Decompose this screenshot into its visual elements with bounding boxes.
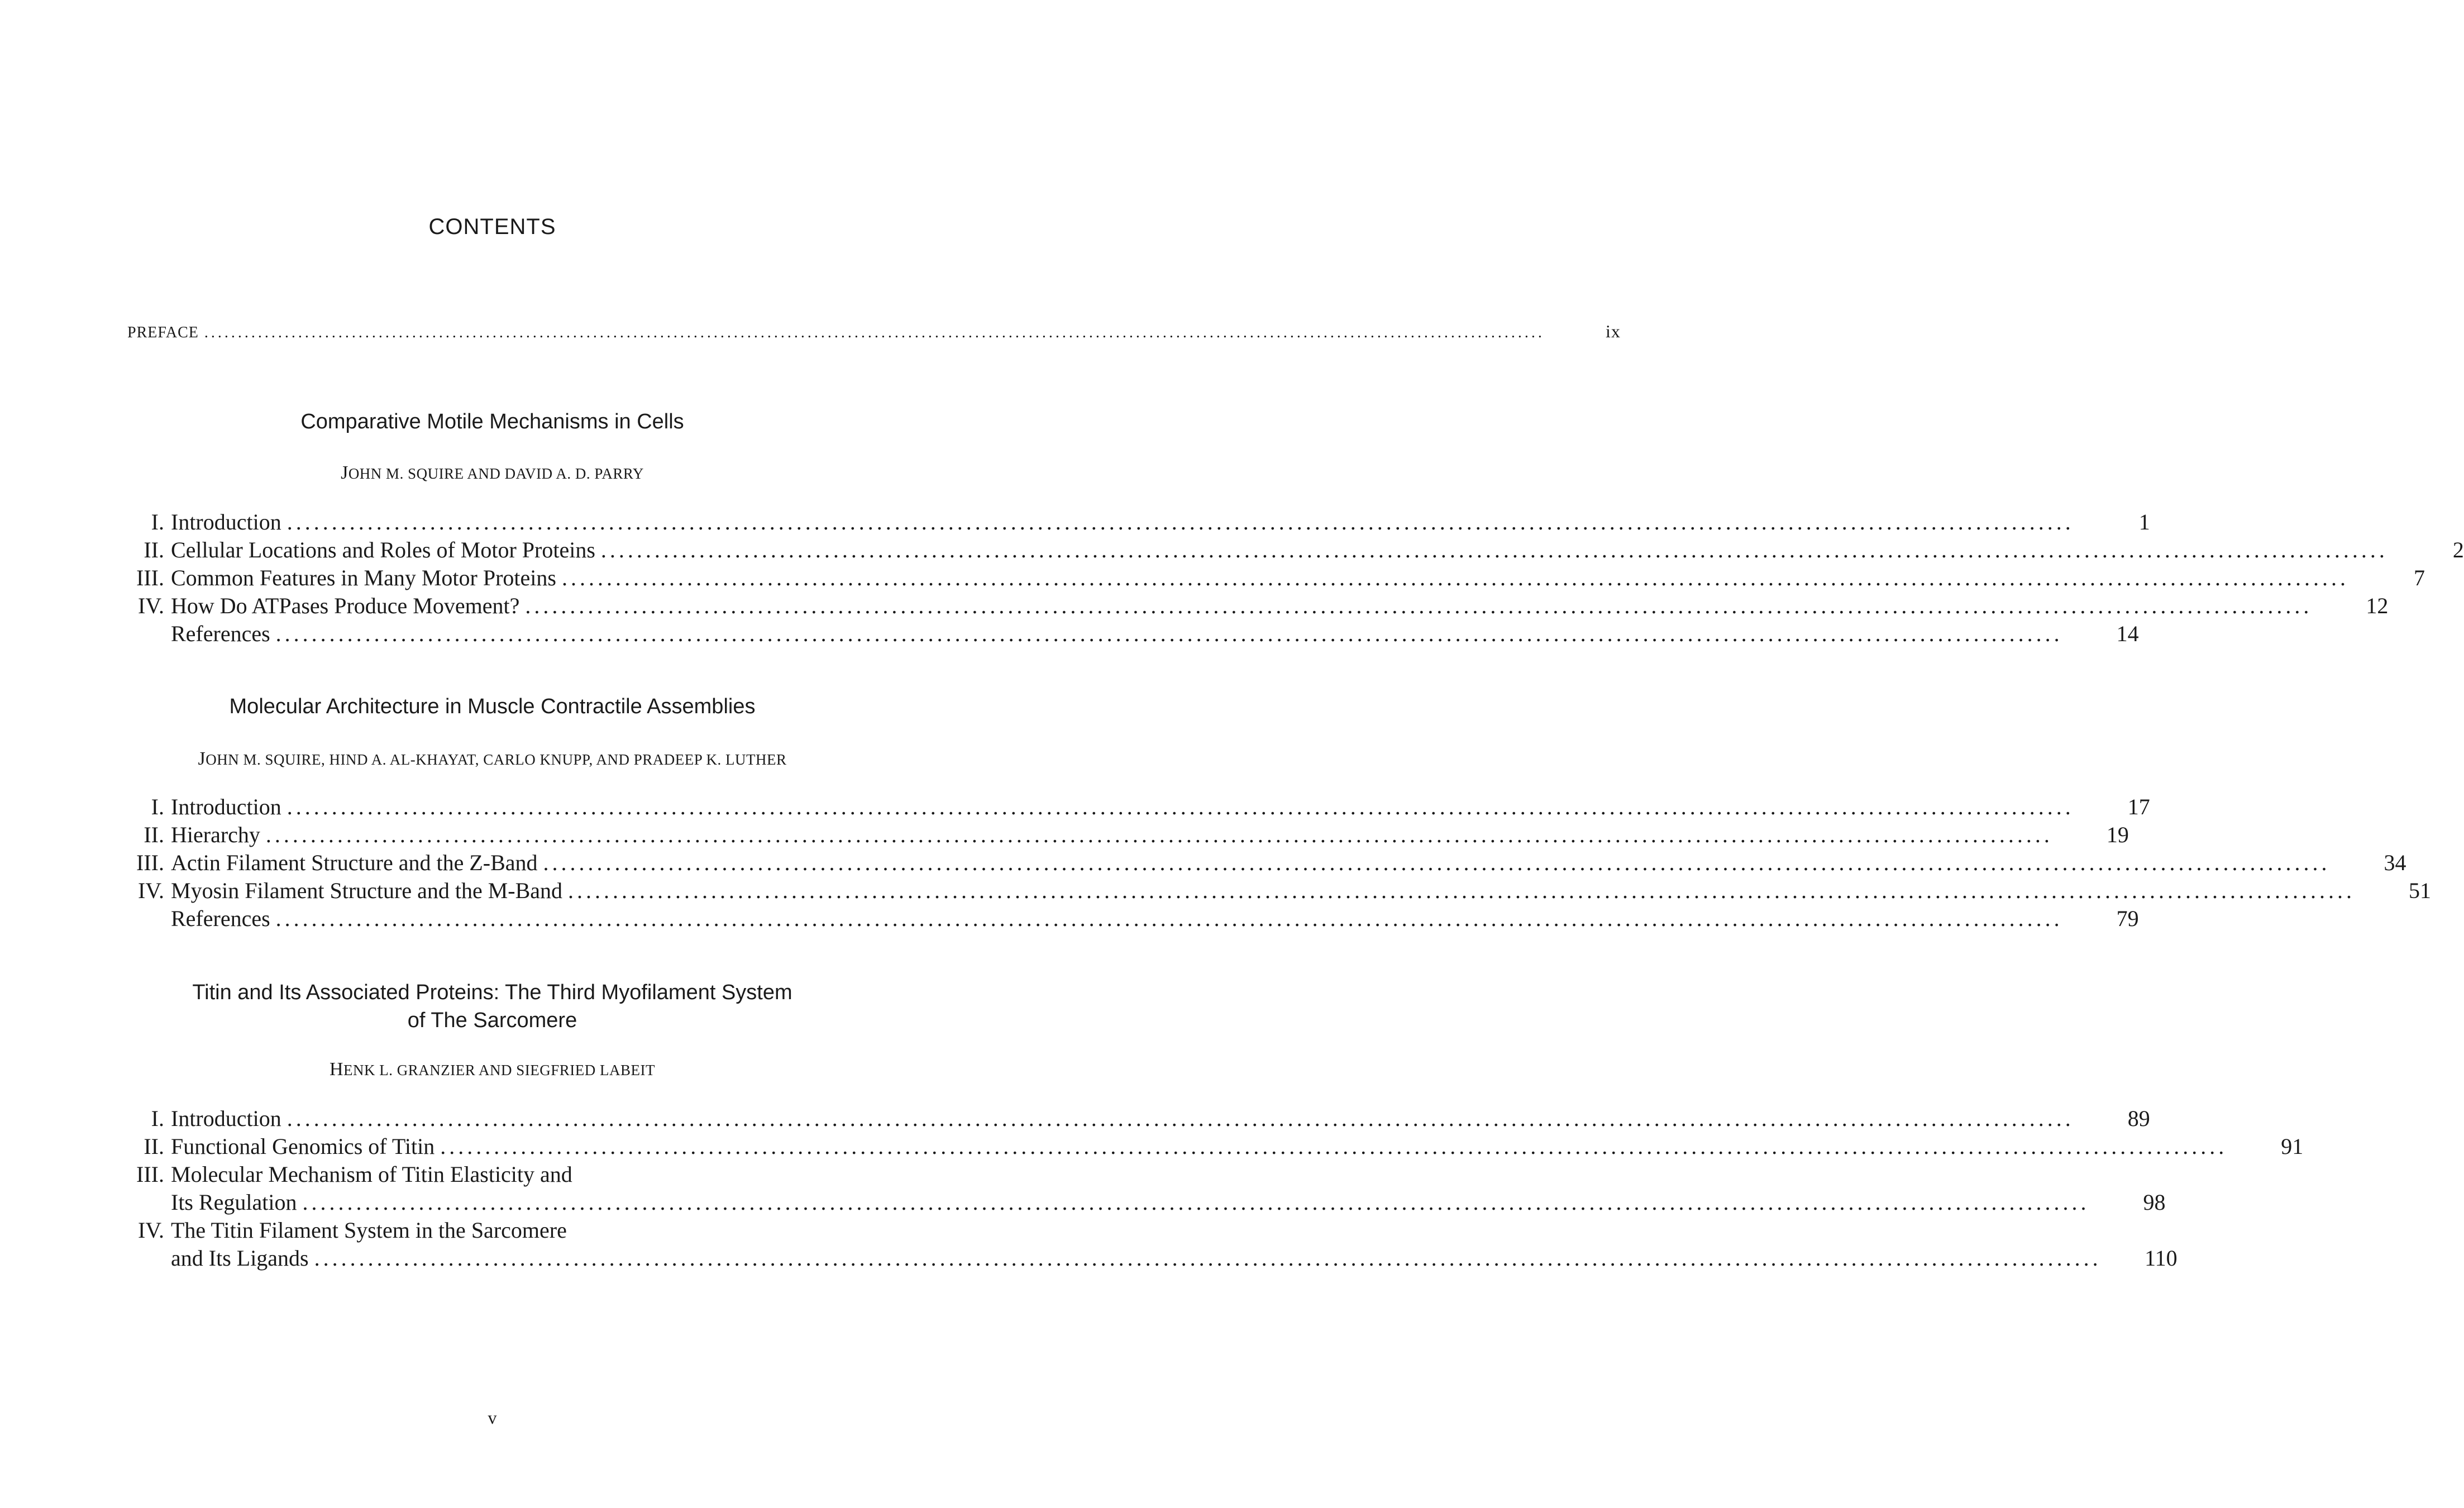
dot-leader: ........................................................................................................................................................................................................ [561, 565, 2349, 590]
toc-entry-label: Introduction [171, 509, 281, 535]
toc-entry[interactable] [127, 1105, 2150, 1133]
toc-numeral: II. [144, 537, 164, 562]
toc-page-number: 17 [2127, 794, 2150, 819]
toc-numeral: III. [136, 1162, 164, 1187]
toc-entry-label: Functional Genomics of Titin [171, 1134, 435, 1159]
chapter-title: Molecular Architecture in Muscle Contractile Assemblies [229, 695, 756, 718]
toc-page-number: 110 [2145, 1245, 2178, 1271]
toc-page-number: ix [1605, 321, 1621, 341]
toc-numeral: IV. [137, 1218, 164, 1243]
toc-entry-label: Actin Filament Structure and the Z-Band [171, 850, 538, 875]
dot-leader: ........................................................................................................................................................................................................ [543, 850, 2331, 875]
toc-page-number: 98 [2143, 1190, 2166, 1215]
toc-entry-label: and Its Ligands [171, 1245, 309, 1271]
toc-page-number: 7 [2413, 565, 2425, 590]
chapter-title: Comparative Motile Mechanisms in Cells [300, 410, 684, 433]
toc-page-number: 79 [2116, 906, 2139, 931]
toc-entry[interactable] [127, 536, 2464, 564]
toc-entry[interactable] [127, 592, 2389, 620]
toc-entry-label: PREFACE [127, 324, 199, 341]
toc-entry[interactable] [127, 1216, 866, 1244]
toc-entry-label: How Do ATPases Produce Movement? [171, 593, 520, 618]
dot-leader: ........................................................................................................................................................................................................ [286, 509, 2074, 535]
dot-leader: ........................................................................................................................................................................................................ [275, 621, 2063, 646]
toc-entry-continued[interactable] [127, 1189, 2166, 1216]
toc-page-number: 1 [2138, 509, 2150, 535]
toc-entry[interactable] [127, 821, 2129, 849]
toc-entry-label: Its Regulation [171, 1190, 297, 1215]
dot-leader: ........................................................................................................................................................................................................ [440, 1134, 2228, 1159]
toc-page-number: 19 [2106, 822, 2129, 847]
toc-numeral: I. [151, 794, 164, 819]
toc-entry[interactable] [127, 905, 2139, 933]
toc-entry[interactable] [127, 877, 2432, 905]
dot-leader: ........................................................................................................................................................................................................ [314, 1245, 2102, 1271]
toc-entry-label: References [171, 906, 270, 931]
toc-page-number: 14 [2116, 621, 2139, 646]
toc-entry[interactable] [127, 1133, 2304, 1161]
toc-page-number: 2 [2452, 537, 2464, 562]
dot-leader: ........................................................................................................................................................................................................ [568, 878, 2356, 903]
toc-entry-label: Common Features in Many Motor Proteins [171, 565, 556, 590]
toc-entry[interactable] [127, 564, 2425, 592]
toc-page-number: 89 [2127, 1106, 2150, 1131]
dot-leader: ........................................................................................................................................................................................................ [286, 1106, 2074, 1131]
page-title: CONTENTS [428, 214, 556, 239]
toc-entry[interactable] [127, 508, 2150, 536]
toc-numeral: III. [136, 565, 164, 590]
toc-page-number: 51 [2409, 878, 2432, 903]
toc-entry-label: Introduction [171, 1106, 281, 1131]
toc-entry-label: Myosin Filament Structure and the M-Band [171, 878, 563, 903]
dot-leader: ........................................................................................................................................................................................................ [525, 593, 2313, 618]
dot-leader: ........................................................................................................................................................................................................ [275, 906, 2063, 931]
toc-numeral: IV. [137, 878, 164, 903]
chapter-authors: HENK L. GRANZIER AND SIEGFRIED LABEIT [329, 1059, 656, 1080]
dot-leader: ........................................................................................................................................................................................................ [265, 822, 2053, 847]
toc-entry-label: Hierarchy [171, 822, 260, 847]
page-number: v [488, 1407, 497, 1428]
dot-leader: ........................................................................................................................................................................................................ [204, 324, 1545, 341]
toc-entry[interactable] [127, 793, 2150, 821]
toc-entry[interactable] [127, 849, 2406, 877]
toc-entry-label: Cellular Locations and Roles of Motor Proteins [171, 537, 595, 562]
toc-entry-label: Molecular Mechanism of Titin Elasticity and [171, 1162, 572, 1187]
chapter-authors: JOHN M. SQUIRE AND DAVID A. D. PARRY [341, 462, 644, 483]
toc-entry-label: The Titin Filament System in the Sarcomere [171, 1218, 567, 1243]
toc-numeral: I. [151, 1106, 164, 1131]
toc-numeral: IV. [137, 593, 164, 618]
dot-leader: ........................................................................................................................................................................................................ [600, 537, 2388, 562]
toc-page-number: 91 [2281, 1134, 2304, 1159]
toc-numeral: II. [144, 1134, 164, 1159]
toc-entry-label: References [171, 621, 270, 646]
toc-numeral: I. [151, 509, 164, 535]
toc-entry-label: Introduction [171, 794, 281, 819]
toc-entry[interactable] [127, 620, 2139, 648]
chapter-title-continued: of The Sarcomere [407, 1009, 577, 1032]
chapter-authors: JOHN M. SQUIRE, HIND A. AL-KHAYAT, CARLO KNUPP, AND PRADEEP K. LUTHER [198, 748, 787, 769]
toc-entry-continued[interactable] [127, 1244, 2178, 1272]
dot-leader: ........................................................................................................................................................................................................ [286, 794, 2074, 819]
dot-leader: ........................................................................................................................................................................................................ [302, 1190, 2090, 1215]
toc-page-number: 34 [2384, 850, 2406, 875]
toc-entry[interactable] [127, 1161, 866, 1189]
chapter-title: Titin and Its Associated Proteins: The Third Myofilament System [192, 981, 792, 1004]
toc-numeral: III. [136, 850, 164, 875]
toc-entry-preface[interactable] [127, 317, 1621, 345]
toc-numeral: II. [144, 822, 164, 847]
toc-page-number: 12 [2366, 593, 2389, 618]
